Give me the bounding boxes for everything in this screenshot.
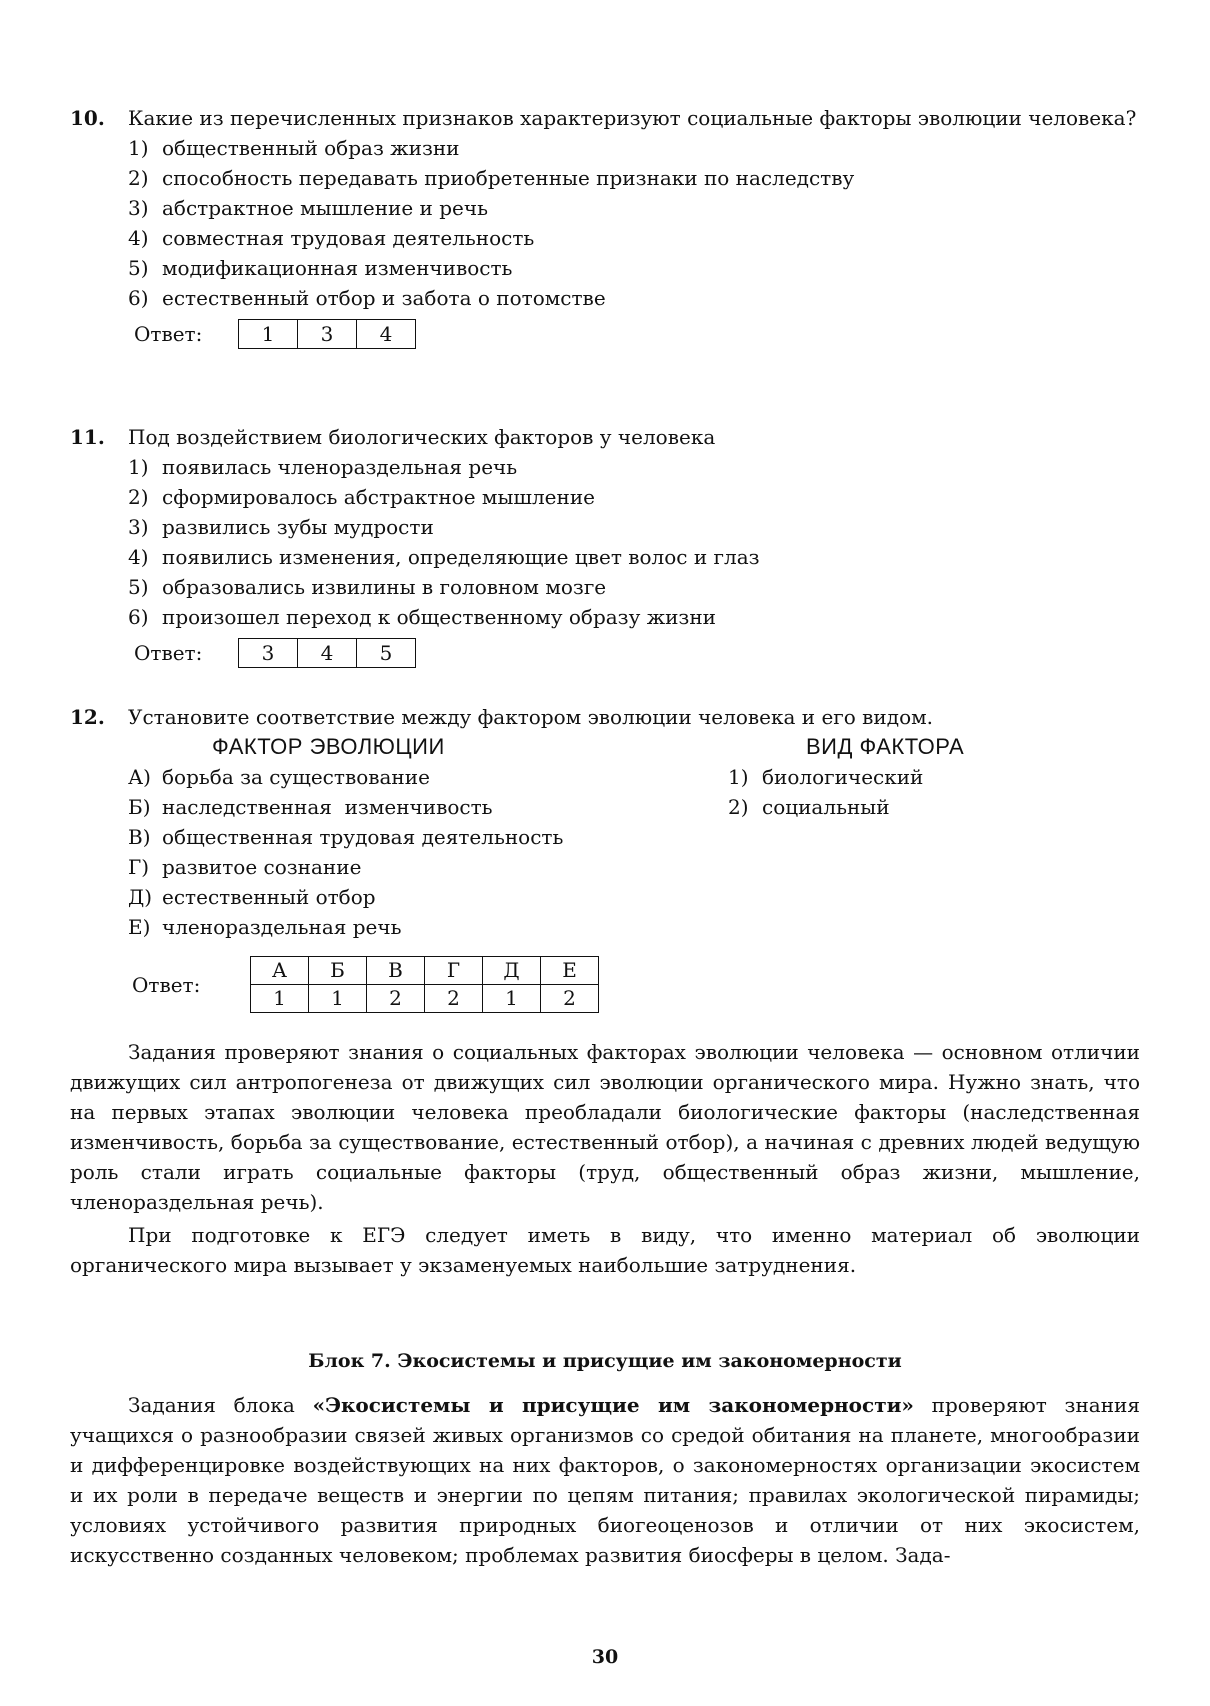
factor-item: А) борьба за существование [128,765,430,789]
question-text: Установите соответствие между фактором эволюции человека и его видом. [128,705,934,729]
answer-cell: 4 [379,322,393,346]
answer-table-cell: 2 [541,985,599,1013]
question-12 [70,702,1140,1013]
block-title: Блок 7. Экосистемы и присущие им закономерности [308,1350,902,1372]
answer-cells [238,319,416,349]
option: 5) модификационная изменчивость [128,256,513,280]
answer-table-header: Б [309,957,367,985]
question-11 [70,422,1140,668]
answer-table-cell: 1 [483,985,541,1013]
option: 4) появились изменения, определяющие цвет волос и глаз [128,545,760,569]
option: 6) произошел переход к общественному образу жизни [128,605,716,629]
option: 2) сформировалось абстрактное мышление [128,485,595,509]
type-item: 1) биологический [728,765,924,789]
answer-cell: 4 [298,639,357,667]
answer-cell: 5 [379,641,393,665]
question-number: 10. [70,106,105,130]
options-list [128,452,1140,632]
answer-table-cell: 1 [251,985,309,1013]
exam-note-paragraph: При подготовке к ЕГЭ следует иметь в виду, что именно материал об эволюции органического мира вызывает у экзаменуемых наибольшие затруднения. [70,1223,1140,1277]
option: 3) развились зубы мудрости [128,515,434,539]
answer-label: Ответ: [134,641,203,665]
answer-row [134,319,1140,349]
question-text: Какие из перечисленных признаков характеризуют социальные факторы эволюции человека? [128,106,1137,130]
question-10 [70,103,1140,349]
answer-table-cell: 2 [367,985,425,1013]
question-number: 11. [70,425,105,449]
page-number: 30 [591,1646,619,1668]
option: 2) способность передавать приобретенные признаки по наследству [128,166,855,190]
explanation-paragraph: Задания проверяют знания о социальных факторах эволюции человека — основном отличии движущих сил антропогенеза от движущих сил эволюции органического мира. Нужно знать, что на первых этапах эволюции человека преобладали биологические факторы (наследственная изменчивость, борьба за существование, естественный отбор), а начиная с древних людей ведущую роль стали играть социальные факторы (труд, общественный образ жизни, мышление, членораздельная речь). [70,1040,1140,1214]
type-column-title: ВИД ФАКТОРА [806,734,965,759]
option: 1) общественный образ жизни [128,136,460,160]
answer-table-cell: 1 [309,985,367,1013]
option: 4) совместная трудовая деятельность [128,226,535,250]
factor-item: Е) членораздельная речь [128,915,402,939]
answer-cell: 1 [239,320,298,348]
answer-table-header-row [251,957,599,985]
factor-item: Б) наследственная изменчивость [128,795,493,819]
answer-table [250,956,599,1013]
factor-item: В) общественная трудовая деятельность [128,825,564,849]
answer-table-header: В [367,957,425,985]
answer-table-value-row [251,985,599,1013]
answer-table-header: А [251,957,309,985]
type-column [728,732,1140,942]
block-name-bold: «Экосистемы и присущие им закономерности» [312,1393,914,1417]
answer-cells [238,638,416,668]
answer-label: Ответ: [134,322,203,346]
matching-columns [128,732,1140,942]
options-list [128,133,1140,313]
factor-column-title: ФАКТОР ЭВОЛЮЦИИ [212,734,445,759]
option: 5) образовались извилины в головном мозге [128,575,607,599]
answer-table-header: Е [541,957,599,985]
answer-label: Ответ: [132,972,201,997]
type-item: 2) социальный [728,795,890,819]
option: 6) естественный отбор и забота о потомстве [128,286,606,310]
answer-table-header: Д [483,957,541,985]
option: 1) появилась членораздельная речь [128,455,518,479]
question-number: 12. [70,705,105,729]
answer-cell: 3 [239,639,298,667]
factor-item: Д) естественный отбор [128,885,376,909]
factor-column [128,732,728,942]
answer-table-cell: 2 [425,985,483,1013]
block-intro-paragraph: Задания блока «Экосистемы и присущие им закономерности» проверяют знания учащихся о разнообразии связей живых организмов со средой обитания на планете, многообразии и дифференцировке воздействующих на них факторов, о закономерностях организации экосистем и их роли в передаче веществ и энергии по цепям питания; правилах экологической пирамиды; условиях устойчивого развития природных биогеоценозов и отличии от них экосистем, искусственно созданных человеком; проблемах развития биосферы в целом. Зада- [70,1393,1140,1567]
answer-table-header: Г [425,957,483,985]
option: 3) абстрактное мышление и речь [128,196,488,220]
factor-item: Г) развитое сознание [128,855,362,879]
answer-row [134,638,1140,668]
question-text: Под воздействием биологических факторов у человека [128,425,716,449]
answer-cell: 3 [298,320,357,348]
answer-row [132,956,1140,1013]
